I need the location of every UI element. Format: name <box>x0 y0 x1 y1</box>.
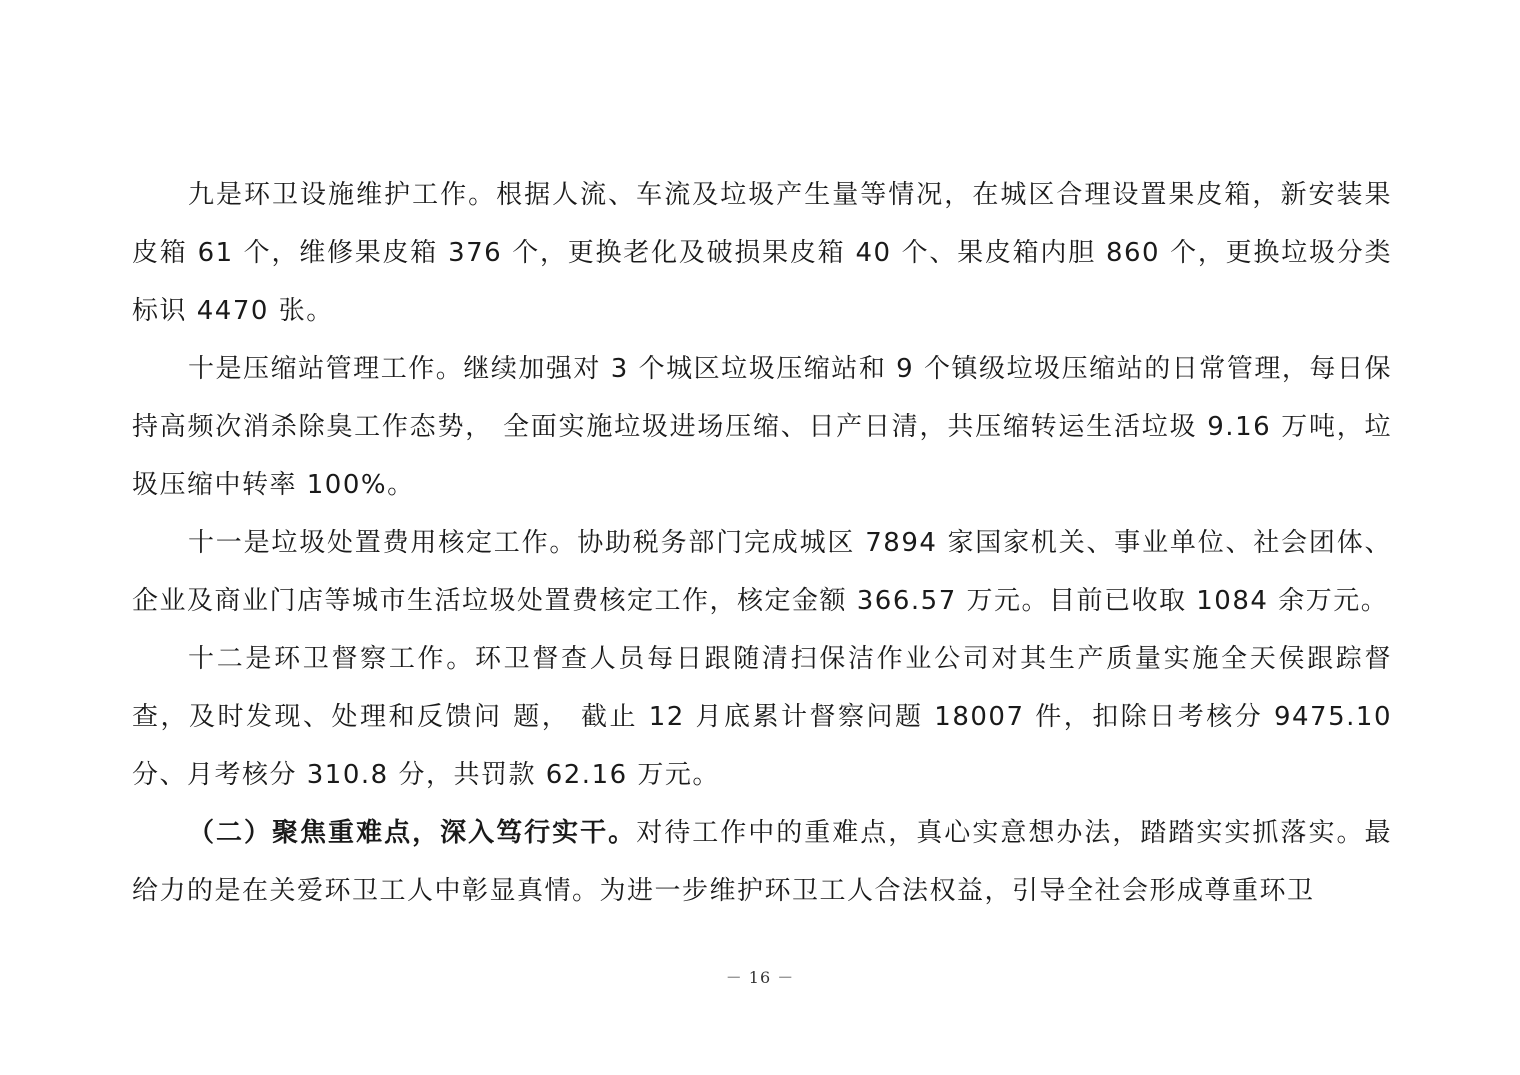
paragraph-section-two <box>132 804 1392 920</box>
paragraph-text: 根据人流、车流及垃圾产生量等情况，在城区合理设置果皮箱，新安装果皮箱 61 个，维修果皮箱 376 个，更换老化及破损果皮箱 40 个、果皮箱内胆 860 个，更换垃圾分类标识 4470 张。 <box>132 180 1392 326</box>
paragraph-text: 环卫督查人员每日跟随清扫保洁作业公司对其生产质量实施全天侯跟踪督查，及时发现、处理和反馈问 题， 截止 12 月底累计督察问题 18007 件，扣除日考核分 9475.10 分、月考核分 310.8 分，共罚款 62.16 万元。 <box>132 644 1392 790</box>
paragraph-lead: 十是压缩站管理工作。 <box>188 354 464 384</box>
paragraph-inspection <box>132 630 1392 804</box>
paragraph-disposal-fee <box>132 514 1392 630</box>
paragraph-text: 对待工作中的重难点，真心实意想办法，踏踏实实抓落实。最给力的是在关爱环卫工人中彰显真情。为进一步维护环卫工人合法权益，引导全社会形成尊重环卫 <box>132 818 1392 906</box>
paragraph-compression-station <box>132 340 1392 514</box>
paragraph-lead: 十一是垃圾处置费用核定工作。 <box>188 528 578 558</box>
paragraph-lead: 十二是环卫督察工作。 <box>188 644 475 674</box>
page-number: － 16 － <box>725 968 795 987</box>
paragraph-text: 协助税务部门完成城区 7894 家国家机关、事业单位、社会团体、企业及商业门店等城市生活垃圾处置费核定工作，核定金额 366.57 万元。目前已收取 1084 余万元。 <box>132 528 1392 616</box>
document-body <box>132 166 1392 920</box>
section-heading: （二）聚焦重难点，深入笃行实干。 <box>188 818 637 848</box>
paragraph-lead: 九是环卫设施维护工作。 <box>188 180 497 210</box>
paragraph-text: 继续加强对 3 个城区垃圾压缩站和 9 个镇级垃圾压缩站的日常管理，每日保持高频次消杀除臭工作态势， 全面实施垃圾进场压缩、日产日清，共压缩转运生活垃圾 9.16 万吨，垃圾压缩中转率 100%。 <box>132 354 1392 500</box>
paragraph-sanitation-facilities <box>132 166 1392 340</box>
